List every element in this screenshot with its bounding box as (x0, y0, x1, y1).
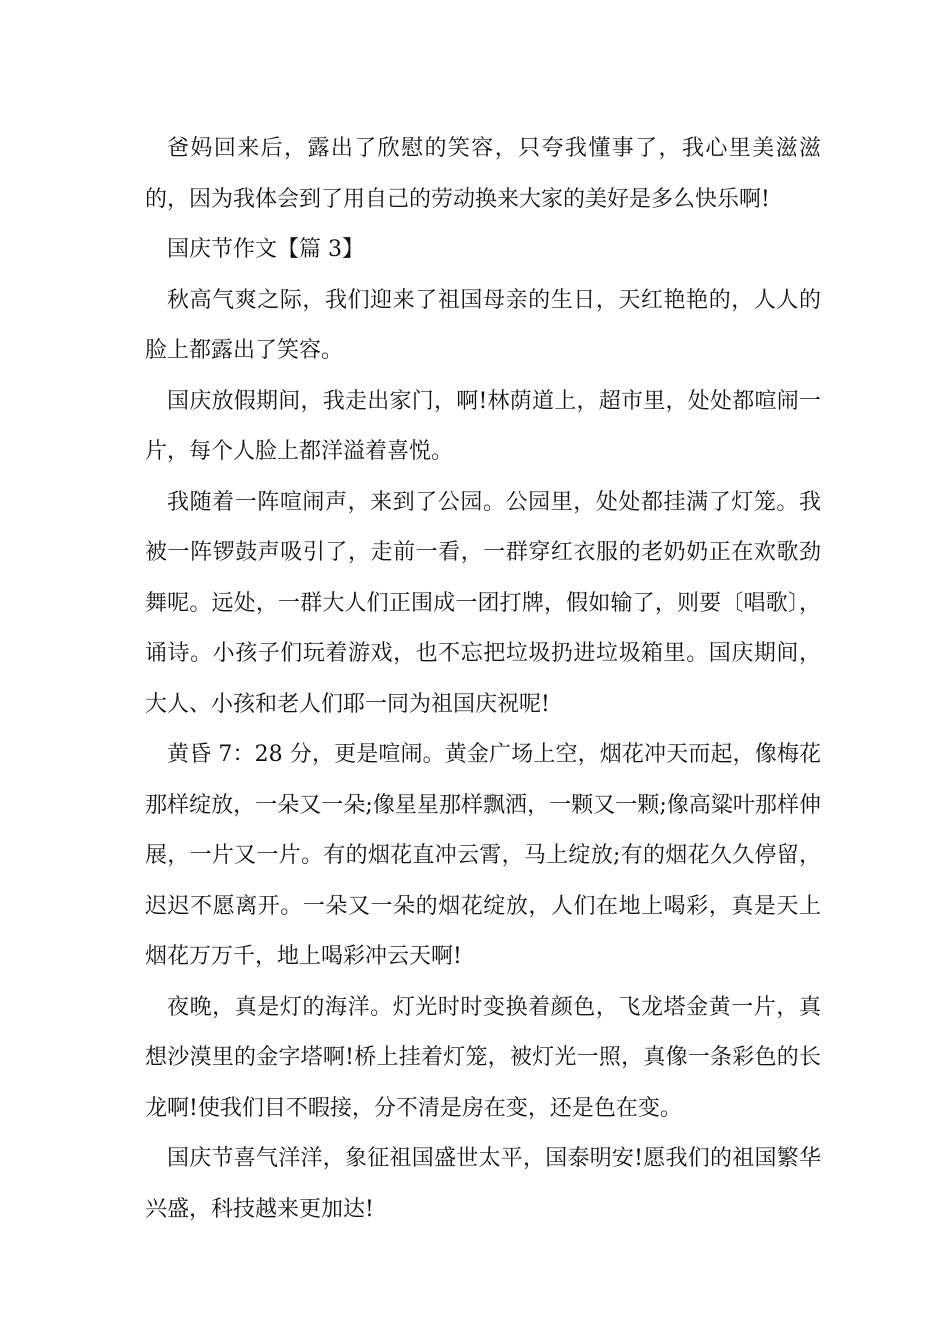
document-body (145, 124, 821, 1235)
paragraph-1: 爸妈回来后，露出了欣慰的笑容，只夸我懂事了，我心里美滋滋的，因为我体会到了用自己的劳动换来大家的美好是多么快乐啊! (145, 136, 821, 212)
paragraph-6: 夜晚，真是灯的海洋。灯光时时变换着颜色，飞龙塔金黄一片，真想沙漠里的金字塔啊!桥上挂着灯笼，被灯光一照，真像一条彩色的长龙啊!使我们目不暇接，分不清是房在变，还是色在变。 (145, 994, 821, 1121)
section-heading: 国庆节作文【篇 3】 (167, 237, 364, 262)
paragraph-2: 秋高气爽之际，我们迎来了祖国母亲的生日，天红艳艳的，人人的脸上都露出了笑容。 (145, 287, 821, 363)
paragraph-3: 国庆放假期间，我走出家门，啊!林荫道上，超市里，处处都喧闹一片，每个人脸上都洋溢着喜悦。 (145, 388, 821, 464)
paragraph-4: 我随着一阵喧闹声，来到了公园。公园里，处处都挂满了灯笼。我被一阵锣鼓声吸引了，走前一看，一群穿红衣服的老奶奶正在欢歌劲舞呢。远处，一群大人们正围成一团打牌，假如输了，则要〔唱歌〕，诵诗。小孩子们玩着游戏，也不忘把垃圾扔进垃圾箱里。国庆期间，大人、小孩和老人们耶一同为祖国庆祝呢! (145, 489, 821, 717)
paragraph-5: 黄昏 7：28 分，更是喧闹。黄金广场上空，烟花冲天而起，像梅花那样绽放，一朵又一朵;像星星那样飘洒，一颗又一颗;像高粱叶那样伸展，一片又一片。有的烟花直冲云霄，马上绽放;有的烟花久久停留，迟迟不愿离开。一朵又一朵的烟花绽放，人们在地上喝彩，真是天上烟花万万千，地上喝彩冲云天啊! (145, 742, 821, 969)
paragraph-7: 国庆节喜气洋洋，象征祖国盛世太平，国泰明安!愿我们的祖国繁华兴盛，科技越来更加达! (145, 1146, 821, 1222)
